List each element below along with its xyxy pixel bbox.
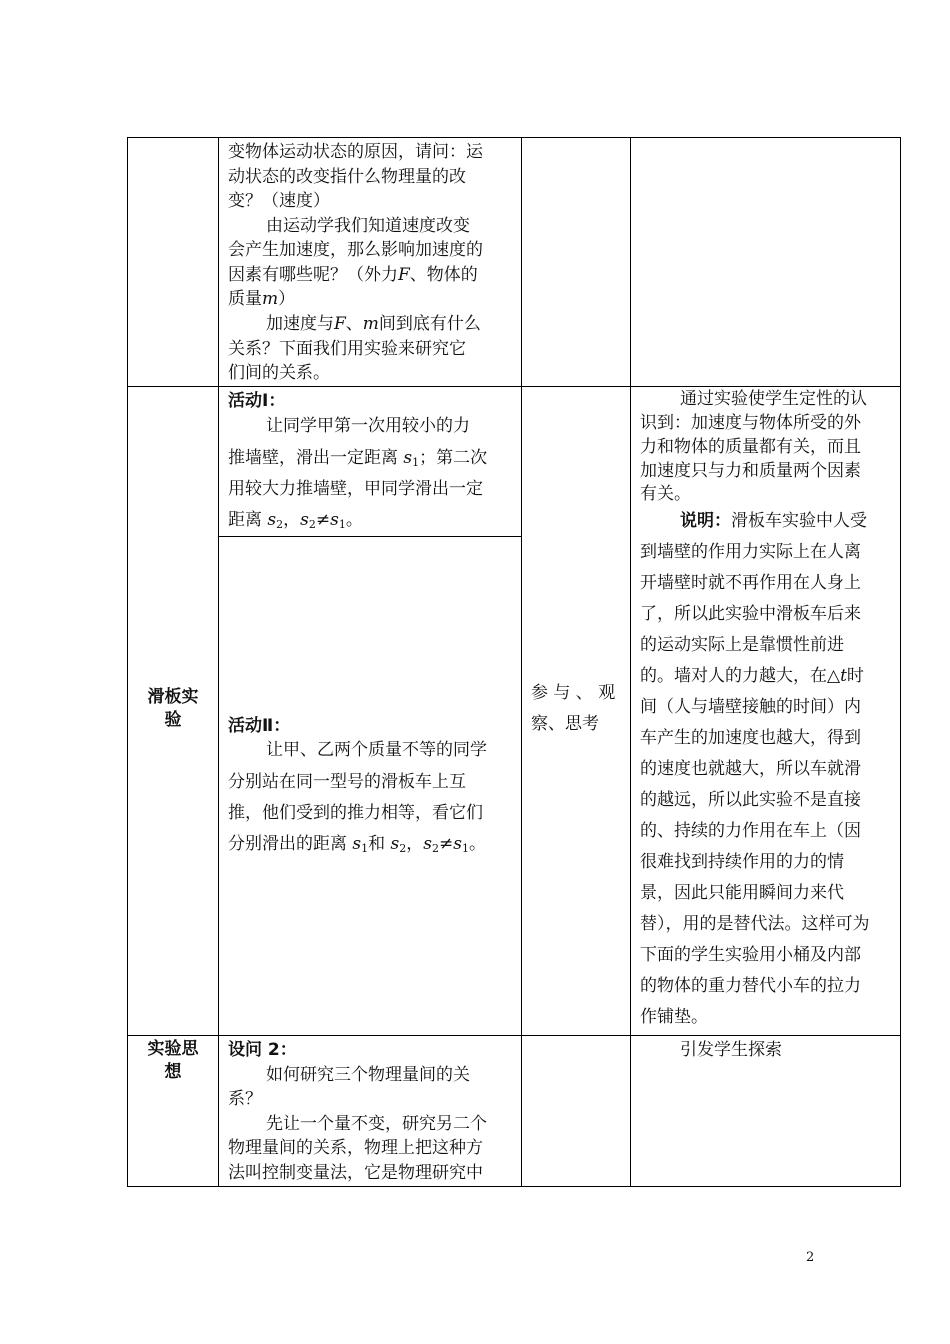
activity2-title: 活动Ⅱ：	[228, 716, 291, 736]
text-line: 的物体的重力替代小车的拉力	[640, 976, 861, 996]
table-top-border	[127, 137, 901, 138]
text-line: 如何研究三个物理量间的关	[266, 1065, 470, 1085]
col-line-0	[127, 137, 128, 1187]
text-line: 的越远，所以此实验不是直接	[640, 790, 861, 810]
text-line: 替），用的是替代法。这样可为	[640, 914, 870, 934]
text-line: 很难找到持续作用的力的情	[640, 852, 844, 872]
text-line: 了，所以此实验中滑板车后来	[640, 604, 861, 624]
student-activity: 参 与 、 观	[531, 683, 616, 703]
section-label-skateboard: 滑板实 验	[147, 687, 199, 730]
question2-title: 设问 2：	[228, 1040, 297, 1060]
row-divider-1	[127, 386, 901, 387]
text-line: 们间的关系。	[228, 363, 330, 383]
section-label-experiment-idea: 实验思 想	[147, 1039, 199, 1082]
text-line: 推墙壁，滑出一定距离 $s_1$；第二次	[228, 448, 488, 469]
row-divider-2	[127, 1035, 901, 1036]
text-line: 动状态的改变指什么物理量的改	[228, 167, 466, 187]
text-line: 作铺垫。	[640, 1007, 708, 1027]
text-line: 力和物体的质量都有关，而且	[640, 437, 861, 457]
text-line: 会产生加速度，那么影响加速度的	[228, 240, 483, 260]
text-line: 由运动学我们知道速度改变	[266, 216, 470, 236]
text-line: 开墙壁时就不再作用在人身上	[640, 573, 861, 593]
text-line: 法叫控制变量法，它是物理研究中	[228, 1163, 483, 1183]
activity1-title: 活动Ⅰ：	[228, 391, 286, 411]
col-line-2	[521, 137, 522, 1187]
text-line: 的、持续的力作用在车上（因	[640, 821, 861, 841]
text-line: 先让一个量不变，研究另二个	[266, 1114, 487, 1134]
text-line: 有关。	[640, 484, 691, 504]
text-line: 推，他们受到的推力相等，看它们	[228, 803, 483, 823]
text-line: 通过实验使学生定性的认	[680, 389, 867, 409]
text-line: 让同学甲第一次用较小的力	[266, 416, 470, 436]
col-line-3	[630, 137, 631, 1187]
text-line: 关系？下面我们用实验来研究它	[228, 339, 466, 359]
text-line: 加速度只与力和质量两个因素	[640, 461, 861, 481]
text-line: 让甲、乙两个质量不等的同学	[266, 740, 487, 760]
text-line: 加速度与F、m间到底有什么	[266, 314, 481, 334]
text-line: 的运动实际上是靠惯性前进	[640, 635, 844, 655]
text-line: 用较大力推墙壁，甲同学滑出一定	[228, 479, 483, 499]
student-activity: 察、思考	[531, 714, 599, 734]
text-line: 分别站在同一型号的滑板车上互	[228, 772, 466, 792]
text-line: 因素有哪些呢？（外力F、物体的	[228, 265, 478, 285]
text-line: 变物体运动状态的原因，请问：运	[228, 142, 483, 162]
text-line: 的。墙对人的力越大，在△t时	[640, 666, 864, 686]
text-line: 质量m）	[228, 289, 296, 309]
text-line: 变？（速度）	[228, 191, 330, 211]
text-line: 说明：滑板车实验中人受	[680, 511, 867, 531]
col-line-4	[900, 137, 901, 1187]
col-line-1	[218, 137, 219, 1187]
text-line: 间（人与墙壁接触的时间）内	[640, 697, 861, 717]
text-line: 车产生的加速度也越大，得到	[640, 728, 861, 748]
text-line: 的速度也就越大，所以车就滑	[640, 759, 861, 779]
text-line: 物理量间的关系，物理上把这种方	[228, 1138, 483, 1158]
text-line: 系？	[228, 1089, 262, 1109]
text-line: 分别滑出的距离 $s_1$和 $s_2$，$s_2\ne s_1$。	[228, 834, 486, 855]
text-line: 识到：加速度与物体所受的外	[640, 413, 861, 433]
text-line: 到墙壁的作用力实际上在人离	[640, 542, 861, 562]
text-line: 距离 $s_2$，$s_2\ne s_1$。	[228, 510, 363, 531]
table-bottom-border	[127, 1186, 901, 1187]
text-line: 景，因此只能用瞬间力来代	[640, 883, 844, 903]
design-intent-row3: 引发学生探索	[680, 1040, 782, 1060]
text-line: 下面的学生实验用小桶及内部	[640, 945, 861, 965]
page-number: 2	[806, 1250, 815, 1265]
